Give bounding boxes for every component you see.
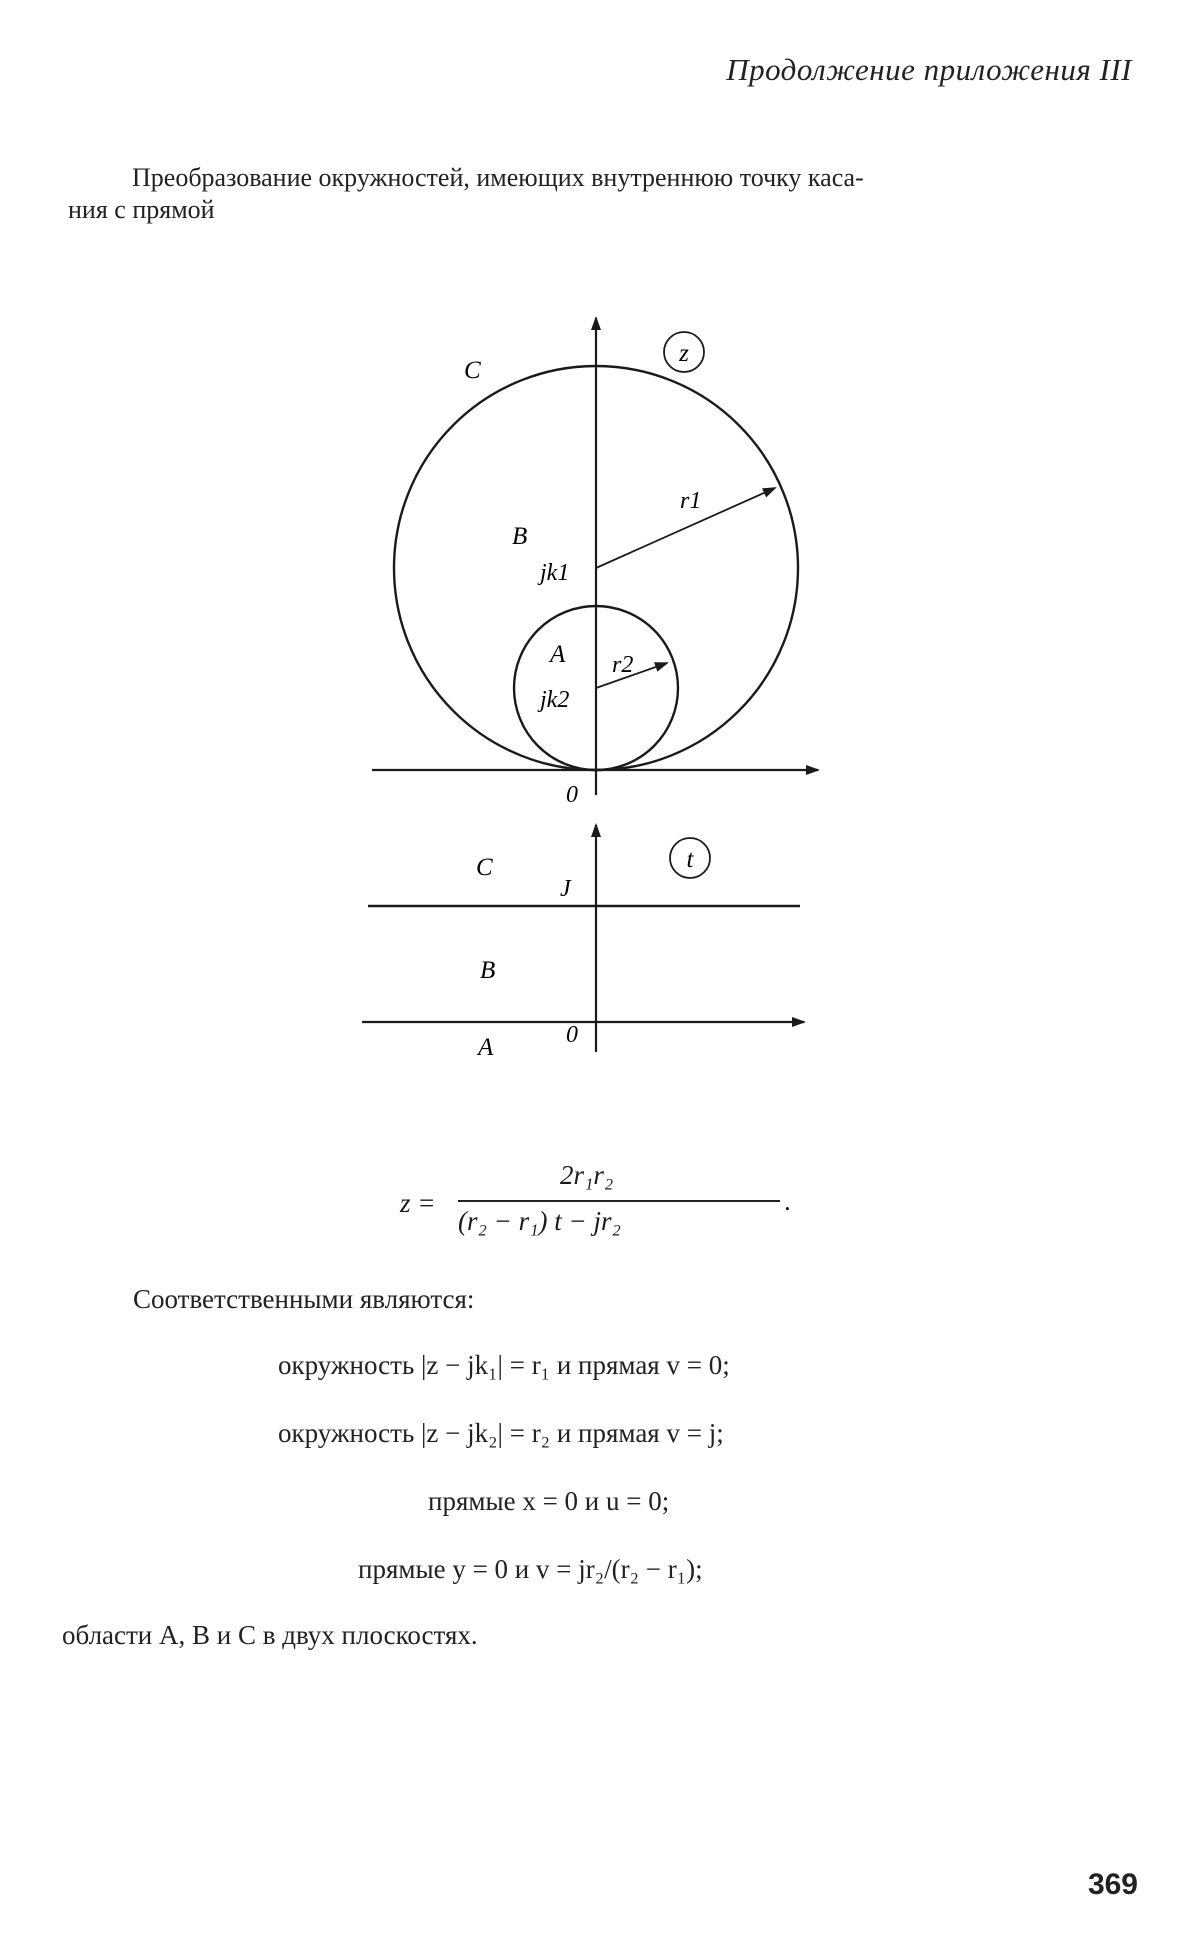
- t-origin-label: 0: [566, 1022, 578, 1048]
- center-jk2-label: jk2: [540, 687, 570, 713]
- fraction-bar: [458, 1200, 780, 1202]
- t-tick-j-label: J: [560, 876, 571, 902]
- radius-r2-label: r2: [612, 652, 634, 678]
- correspondence-line-3: прямые x = 0 и u = 0;: [428, 1486, 670, 1516]
- top-region-A-label: A: [550, 641, 566, 668]
- z-plane-diagram: [372, 318, 818, 808]
- intro-line-1: Преобразование окружностей, имеющих внутреннюю точку каса-: [132, 163, 864, 192]
- z-plane-label: z: [679, 340, 689, 367]
- t-plane-diagram: [362, 825, 804, 1061]
- z-origin-label: 0: [566, 782, 578, 808]
- formula-denominator: (r₂ − r₁) t − jr₂: [458, 1206, 621, 1236]
- bottom-region-C-label: C: [476, 854, 493, 881]
- mapping-formula: [390, 1160, 830, 1240]
- bottom-region-B-label: B: [480, 957, 496, 984]
- running-header: Продолжение приложения III: [726, 52, 1132, 87]
- t-plane-label: t: [686, 846, 694, 873]
- radius-r1-label: r1: [680, 488, 702, 514]
- correspondence-line-2: окружность |z − jk₂| = r₂ и прямая v = j;: [278, 1418, 724, 1448]
- page-number: 369: [1087, 1868, 1138, 1901]
- top-region-B-label: B: [512, 523, 528, 550]
- correspondence-title: Соответственными являются:: [133, 1284, 475, 1314]
- bottom-region-A-label: A: [478, 1034, 494, 1061]
- formula-lhs: z =: [400, 1188, 436, 1218]
- intro-paragraph: [68, 162, 1132, 226]
- conformal-map-figure: [0, 300, 1200, 1090]
- intro-line-2: ния с прямой: [68, 195, 215, 224]
- correspondence-line-1: окружность |z − jk₁| = r₁ и прямая v = 0;: [278, 1350, 730, 1380]
- formula-numerator: 2r₁r₂: [560, 1160, 614, 1190]
- correspondence-line-5: области A, B и C в двух плоскостях.: [62, 1620, 478, 1650]
- top-region-C-label: C: [464, 357, 481, 384]
- formula-end: .: [784, 1186, 791, 1216]
- center-jk1-label: jk1: [540, 560, 570, 586]
- correspondence-line-4: прямые y = 0 и v = jr₂/(r₂ − r₁);: [358, 1554, 703, 1584]
